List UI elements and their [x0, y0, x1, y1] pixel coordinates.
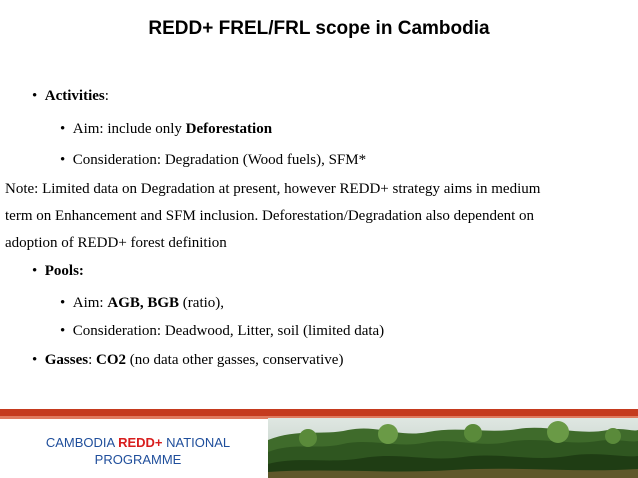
pools-consideration: • Consideration: Deadwood, Litter, soil (limited data) [60, 323, 385, 339]
note-line-1: Note: Limited data on Degradation at present, however REDD+ strategy aims in medium [5, 181, 541, 197]
footer-band [0, 409, 638, 416]
forest-canopy-image [268, 418, 638, 478]
footer-logo [20, 434, 256, 468]
bullet-glyph: • [32, 88, 38, 104]
activities-label: Activities [44, 88, 105, 104]
footer-logo-line-2: PROGRAMME [94, 452, 182, 467]
footer-logo-line-1: CAMBODIA REDD+ NATIONAL [45, 435, 231, 450]
note-line-3: adoption of REDD+ forest definition [5, 235, 227, 251]
bullet-gasses: • Gasses: CO2 (no data other gasses, conservative) [32, 352, 344, 368]
activities-consideration: • Consideration: Degradation (Wood fuels), SFM* [60, 152, 367, 168]
slide-title: REDD+ FREL/FRL scope in Cambodia [148, 18, 490, 39]
bullet-activities: • Activities: [32, 88, 109, 104]
gasses-label: Gasses [44, 352, 89, 368]
bullet-pools: • Pools: [32, 263, 84, 279]
pools-aim: • Aim: AGB, BGB (ratio), [60, 295, 225, 311]
pools-label: Pools: [44, 263, 84, 279]
note-line-2: term on Enhancement and SFM inclusion. Deforestation/Degradation also dependent on [5, 208, 535, 224]
activities-aim: • Aim: include only Deforestation [60, 121, 273, 137]
